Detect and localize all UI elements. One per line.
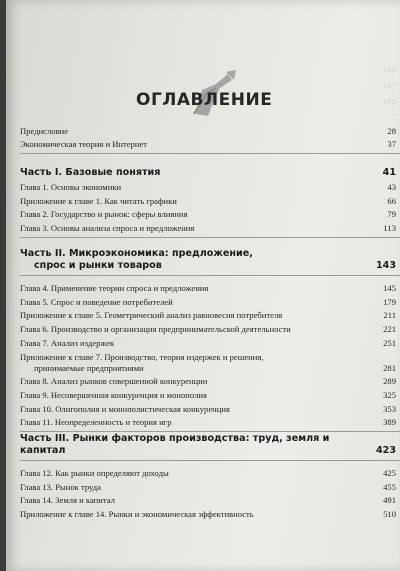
- toc-entry-page: 37: [387, 139, 396, 150]
- toc-entry-page: 221: [383, 323, 396, 334]
- toc-entry-title: Приложение к главе 7. Производство, теория издержек и решения,: [20, 351, 264, 362]
- toc-entry[interactable]: [20, 207, 400, 221]
- page-title: ОГЛАВЛЕНИЕ: [136, 90, 273, 110]
- toc-entry-title: Глава 11. Неопределенность и теория игр: [20, 417, 172, 428]
- toc-entry-title: Глава 9. Несовершенная конкуренция и монополия: [20, 389, 207, 400]
- toc-entry-page: 491: [383, 495, 396, 506]
- toc-entry-title: Глава 5. Спрос и поведение потребителей: [20, 296, 173, 307]
- table-of-contents: [20, 123, 400, 520]
- toc-entry-page: 389: [383, 417, 396, 428]
- toc-entry-page: 289: [383, 376, 396, 387]
- toc-entry-title: Глава 3. Основы анализа спроса и предложения: [20, 223, 195, 234]
- toc-entry[interactable]: [20, 387, 400, 401]
- toc-entry-title: Предисловие: [20, 125, 69, 136]
- toc-entry-title: Глава 7. Анализ издержек: [20, 337, 115, 348]
- toc-entry[interactable]: [20, 280, 400, 294]
- toc-entry-page: 43: [387, 182, 396, 193]
- bleed-through-text: 533 537 579 …: [382, 66, 396, 122]
- toc-entry[interactable]: [20, 308, 400, 322]
- toc-entry[interactable]: [20, 493, 400, 507]
- divider: [20, 460, 400, 461]
- toc-entry-page: 113: [383, 223, 396, 234]
- toc-entry-title: Глава 8. Анализ рынков совершенной конкуренции: [20, 376, 208, 387]
- toc-part-title: Часть II. Микроэкономика: предложение,: [20, 248, 253, 260]
- toc-entry-title: Глава 1. Основы экономики: [20, 182, 122, 193]
- toc-entry-title: Глава 10. Олигополия и монополистическая конкуренция: [20, 403, 230, 414]
- toc-header: [136, 70, 276, 130]
- toc-entry[interactable]: [20, 294, 400, 308]
- toc-part-title: Часть III. Рынки факторов производства: труд, земля и капитал: [20, 433, 330, 457]
- toc-entry-page: 145: [383, 282, 396, 293]
- toc-part-heading[interactable]: [20, 433, 400, 457]
- toc-entry-page: 179: [383, 296, 396, 307]
- toc-entry-page: 28: [387, 125, 396, 136]
- toc-entry-title: Глава 4. Применение теории спроса и предложения: [20, 282, 209, 293]
- toc-entry[interactable]: [20, 349, 400, 374]
- toc-entry-page: 510: [383, 509, 396, 520]
- toc-entry[interactable]: [20, 415, 400, 429]
- book-page: [6, 0, 400, 571]
- toc-entry[interactable]: [20, 321, 400, 335]
- toc-entry-title: Глава 14. Земля и капитал: [20, 495, 115, 506]
- toc-entry[interactable]: [20, 220, 400, 234]
- toc-entry-title: Глава 13. Рынок труда: [20, 481, 101, 492]
- toc-entry[interactable]: [20, 335, 400, 349]
- toc-entry-page: 325: [383, 389, 396, 400]
- toc-entry-title: Приложение к главе 14. Рынки и экономическая эффективность: [20, 509, 254, 520]
- toc-part-page: 41: [382, 167, 396, 179]
- toc-entry-title: Приложение к главе 1. Как читать графики: [20, 195, 177, 206]
- toc-entry-title: Глава 2. Государство и рынок: сферы влияния: [20, 209, 188, 220]
- divider: [20, 237, 400, 238]
- divider: [20, 275, 400, 276]
- toc-part-page: 423: [375, 445, 396, 457]
- toc-entry[interactable]: [20, 506, 400, 520]
- toc-entry-title: Глава 6. Производство и организация предпринимательской деятельности: [20, 323, 291, 334]
- toc-entry[interactable]: [20, 123, 400, 137]
- toc-entry-page: 79: [387, 209, 396, 220]
- toc-part-title-line2: спрос и рынки товаров: [34, 260, 162, 272]
- toc-entry-page: 251: [383, 337, 396, 348]
- toc-entry-page: 455: [383, 481, 396, 492]
- toc-entry[interactable]: [20, 401, 400, 415]
- toc-entry-page: 211: [383, 310, 396, 321]
- toc-entry-title: Глава 12. Как рынки определяют доходы: [20, 468, 169, 478]
- toc-entry-title-line2: принимаемые предприятиями: [34, 362, 144, 373]
- toc-entry[interactable]: [20, 179, 400, 193]
- toc-entry[interactable]: [20, 193, 400, 207]
- toc-entry[interactable]: [20, 479, 400, 493]
- toc-part-heading[interactable]: [20, 158, 400, 179]
- toc-part-heading[interactable]: [20, 242, 400, 272]
- toc-entry-title: Приложение к главе 5. Геометрический анализ равновесия потребителя: [20, 310, 283, 321]
- toc-entry-page: 281: [383, 362, 396, 373]
- toc-entry[interactable]: [20, 465, 400, 479]
- toc-entry-page: 353: [383, 403, 396, 414]
- toc-entry-page: 66: [387, 195, 396, 206]
- toc-part-title: Часть I. Базовые понятия: [20, 167, 161, 179]
- toc-part-page: 143: [375, 260, 396, 272]
- toc-entry[interactable]: [20, 374, 400, 388]
- divider: [20, 153, 400, 154]
- toc-entry[interactable]: [20, 137, 400, 151]
- toc-entry-title: Экономическая теория и Интернет: [20, 139, 148, 150]
- toc-entry-page: 425: [383, 468, 396, 478]
